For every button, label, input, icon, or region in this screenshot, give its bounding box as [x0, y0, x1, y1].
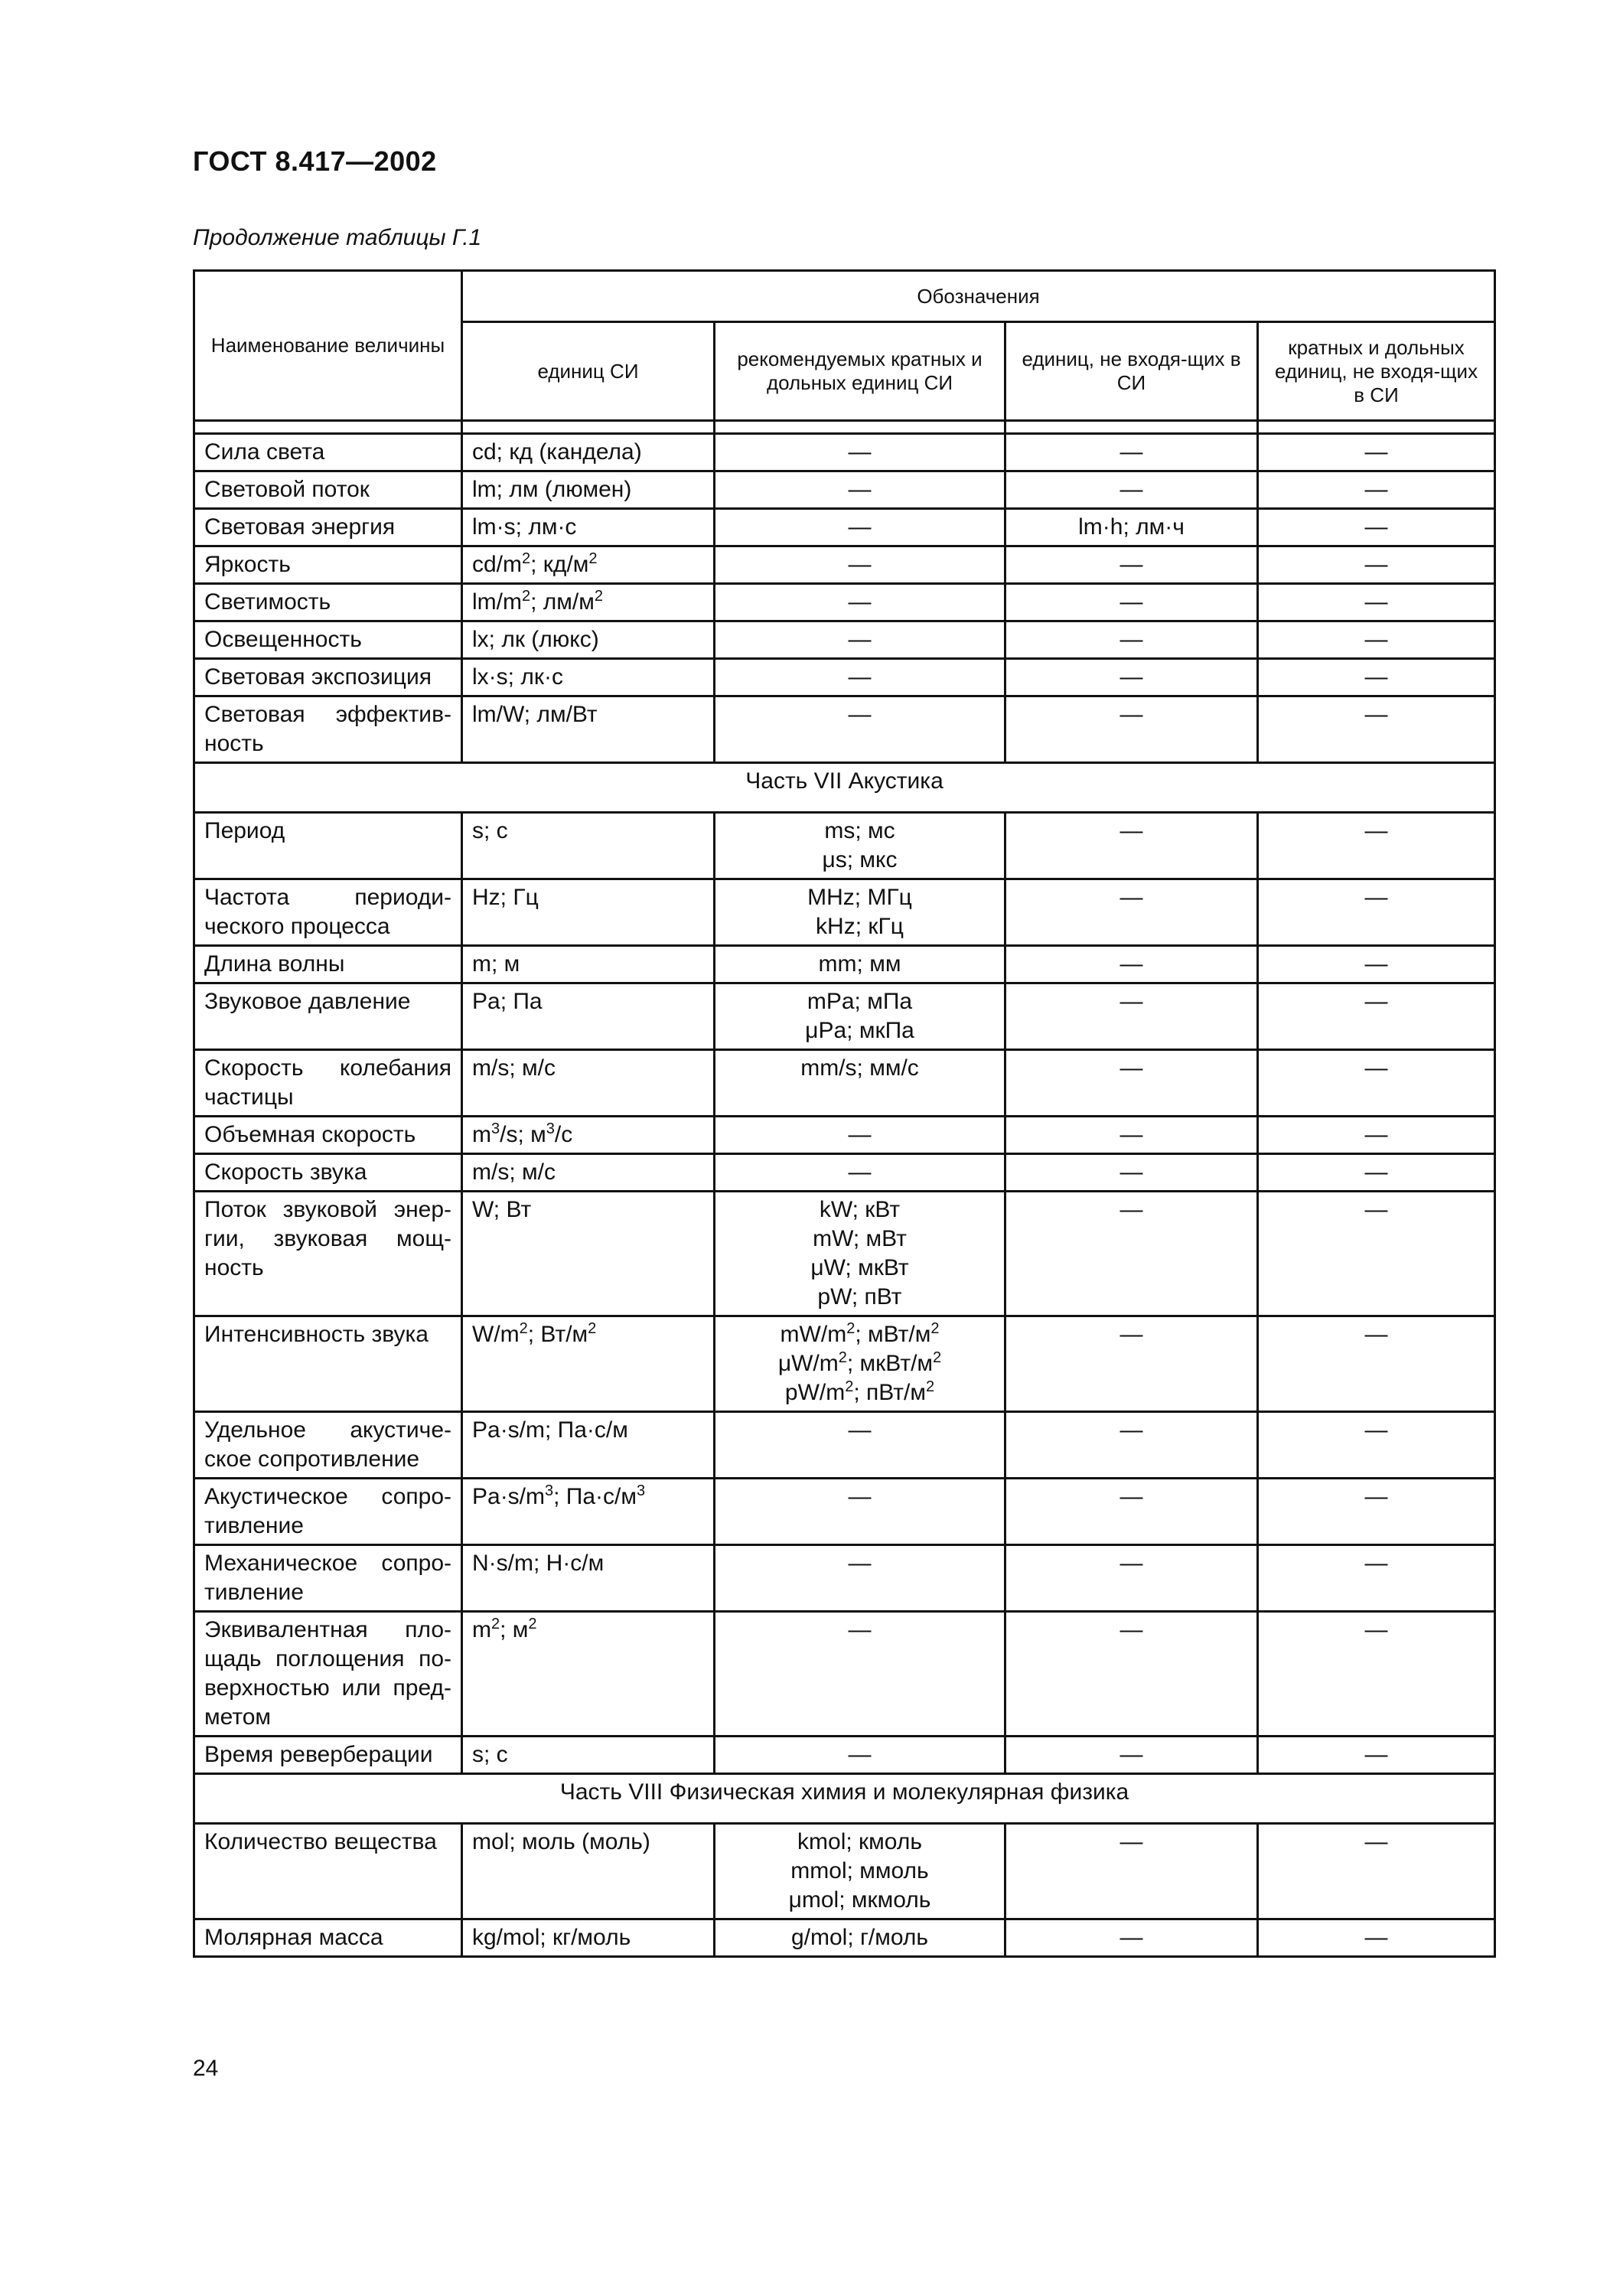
- si-multiples-cell: —: [715, 1545, 1005, 1612]
- si-multiples-cell: kW; кВт mW; мВт μW; мкВт pW; пВт: [715, 1192, 1005, 1316]
- si-unit-cell: mol; моль (моль): [462, 1824, 715, 1919]
- non-si-unit-cell: —: [1005, 813, 1258, 879]
- non-si-unit-cell: —: [1005, 546, 1258, 584]
- non-si-multiples-cell: —: [1258, 696, 1495, 763]
- non-si-multiples-cell: —: [1258, 621, 1495, 659]
- si-unit-cell: W; Вт: [462, 1192, 715, 1316]
- si-multiples-cell: —: [715, 659, 1005, 696]
- header-divider: [194, 421, 462, 434]
- si-unit-cell: m; м: [462, 946, 715, 983]
- non-si-unit-cell: —: [1005, 1612, 1258, 1737]
- non-si-multiples-cell: —: [1258, 584, 1495, 621]
- document-title: ГОСТ 8.417—2002: [193, 145, 437, 177]
- si-multiples-cell: —: [715, 434, 1005, 471]
- table-row: [194, 1412, 1495, 1479]
- non-si-multiples-cell: —: [1258, 1050, 1495, 1117]
- table-row: [194, 1316, 1495, 1412]
- si-unit-cell: $m^2$; $м^2$: [462, 1612, 715, 1737]
- non-si-multiples-cell: —: [1258, 813, 1495, 879]
- si-unit-cell: s; с: [462, 813, 715, 879]
- non-si-multiples-cell: —: [1258, 1612, 1495, 1737]
- si-multiples-cell: —: [715, 1612, 1005, 1737]
- quantity-name-cell: Период: [194, 813, 462, 879]
- non-si-unit-cell: —: [1005, 1412, 1258, 1479]
- non-si-multiples-cell: —: [1258, 1192, 1495, 1316]
- units-table: [193, 269, 1496, 1958]
- quantity-name-cell: Акустическое сопро-тивление: [194, 1479, 462, 1545]
- non-si-multiples-cell: —: [1258, 1545, 1495, 1612]
- non-si-unit-cell: —: [1005, 1050, 1258, 1117]
- non-si-unit-cell: —: [1005, 1154, 1258, 1192]
- table-row: [194, 983, 1495, 1050]
- non-si-unit-cell: —: [1005, 659, 1258, 696]
- table-row: [194, 584, 1495, 621]
- non-si-multiples-cell: —: [1258, 1824, 1495, 1919]
- section-row: [194, 763, 1495, 813]
- table-row: [194, 813, 1495, 879]
- si-multiples-cell: —: [715, 546, 1005, 584]
- non-si-unit-cell: —: [1005, 1919, 1258, 1957]
- header-si-multiples: рекомендуемых кратных и дольных единиц СИ: [715, 322, 1005, 421]
- table-caption: Продолжение таблицы Г.1: [193, 225, 482, 250]
- non-si-multiples-cell: —: [1258, 546, 1495, 584]
- header-non-si-units: единиц, не входя-щих в СИ: [1005, 322, 1258, 421]
- quantity-name-cell: Световая эффектив-ность: [194, 696, 462, 763]
- non-si-multiples-cell: —: [1258, 946, 1495, 983]
- table-row: [194, 1824, 1495, 1919]
- si-unit-cell: $lm/m^2$; $лм/м^2$: [462, 584, 715, 621]
- non-si-multiples-cell: —: [1258, 1117, 1495, 1154]
- si-multiples-cell: —: [715, 471, 1005, 509]
- table-row: [194, 471, 1495, 509]
- quantity-name-cell: Длина волны: [194, 946, 462, 983]
- table-body: [194, 434, 1495, 1957]
- header-quantity-name: Наименование величины: [194, 271, 462, 421]
- non-si-multiples-cell: —: [1258, 879, 1495, 946]
- quantity-name-cell: Сила света: [194, 434, 462, 471]
- si-unit-cell: $Pa\cdot s/m^3$; $Па\cdot с/м^3$: [462, 1479, 715, 1545]
- si-multiples-cell: ms; мс μs; мкс: [715, 813, 1005, 879]
- non-si-multiples-cell: —: [1258, 471, 1495, 509]
- si-multiples-cell: —: [715, 1412, 1005, 1479]
- non-si-multiples-cell: —: [1258, 509, 1495, 546]
- section-label: Часть VII Акустика: [194, 763, 1495, 813]
- si-multiples-cell: —: [715, 1479, 1005, 1545]
- non-si-multiples-cell: —: [1258, 1919, 1495, 1957]
- non-si-unit-cell: —: [1005, 696, 1258, 763]
- si-unit-cell: $cd/m^2$; $кд/м^2$: [462, 546, 715, 584]
- si-unit-cell: Hz; Гц: [462, 879, 715, 946]
- quantity-name-cell: Молярная масса: [194, 1919, 462, 1957]
- non-si-unit-cell: —: [1005, 1117, 1258, 1154]
- quantity-name-cell: Количество вещества: [194, 1824, 462, 1919]
- header-non-si-multiples: кратных и дольных единиц, не входя-щих в СИ: [1258, 322, 1495, 421]
- table-row: [194, 509, 1495, 546]
- non-si-unit-cell: —: [1005, 1824, 1258, 1919]
- non-si-unit-cell: —: [1005, 983, 1258, 1050]
- non-si-multiples-cell: —: [1258, 1479, 1495, 1545]
- table-row: [194, 1117, 1495, 1154]
- non-si-unit-cell: —: [1005, 621, 1258, 659]
- quantity-name-cell: Интенсивность звука: [194, 1316, 462, 1412]
- si-multiples-cell: mPa; мПа μPa; мкПа: [715, 983, 1005, 1050]
- non-si-unit-cell: —: [1005, 946, 1258, 983]
- page-number: 24: [193, 2056, 219, 2081]
- non-si-unit-cell: —: [1005, 1545, 1258, 1612]
- table-row: [194, 1192, 1495, 1316]
- quantity-name-cell: Звуковое давление: [194, 983, 462, 1050]
- si-unit-cell: lm/W; лм/Вт: [462, 696, 715, 763]
- table-row: [194, 1919, 1495, 1957]
- si-multiples-cell: mm/s; мм/с: [715, 1050, 1005, 1117]
- quantity-name-cell: Освещенность: [194, 621, 462, 659]
- header-designations: Обозначения: [462, 271, 1495, 322]
- header-si-units: единиц СИ: [462, 322, 715, 421]
- quantity-name-cell: Время реверберации: [194, 1737, 462, 1774]
- si-unit-cell: s; с: [462, 1737, 715, 1774]
- quantity-name-cell: Механическое сопро-тивление: [194, 1545, 462, 1612]
- table-row: [194, 879, 1495, 946]
- table-row: [194, 1154, 1495, 1192]
- si-unit-cell: Pa·s/m; Па·с/м: [462, 1412, 715, 1479]
- si-unit-cell: N·s/m; Н·с/м: [462, 1545, 715, 1612]
- header-divider: [462, 421, 715, 434]
- non-si-unit-cell: —: [1005, 1192, 1258, 1316]
- si-unit-cell: $m^3/s$; $м^3/с$: [462, 1117, 715, 1154]
- table-row: [194, 659, 1495, 696]
- si-unit-cell: m/s; м/с: [462, 1154, 715, 1192]
- si-multiples-cell: —: [715, 584, 1005, 621]
- table-row: [194, 1545, 1495, 1612]
- non-si-multiples-cell: —: [1258, 1154, 1495, 1192]
- table-row: [194, 1050, 1495, 1117]
- si-unit-cell: lm·s; лм·с: [462, 509, 715, 546]
- si-unit-cell: lx·s; лк·с: [462, 659, 715, 696]
- non-si-multiples-cell: —: [1258, 1316, 1495, 1412]
- si-multiples-cell: —: [715, 1737, 1005, 1774]
- non-si-unit-cell: —: [1005, 434, 1258, 471]
- non-si-unit-cell: —: [1005, 1316, 1258, 1412]
- si-unit-cell: lm; лм (люмен): [462, 471, 715, 509]
- table-row: [194, 1479, 1495, 1545]
- table-row: [194, 696, 1495, 763]
- si-multiples-cell: —: [715, 1154, 1005, 1192]
- non-si-unit-cell: —: [1005, 1737, 1258, 1774]
- header-divider: [1258, 421, 1495, 434]
- non-si-unit-cell: lm·h; лм·ч: [1005, 509, 1258, 546]
- quantity-name-cell: Частота периоди-ческого процесса: [194, 879, 462, 946]
- si-multiples-cell: g/mol; г/моль: [715, 1919, 1005, 1957]
- non-si-unit-cell: —: [1005, 584, 1258, 621]
- section-row: [194, 1774, 1495, 1824]
- quantity-name-cell: Эквивалентная пло-щадь поглощения по-верхностью или пред-метом: [194, 1612, 462, 1737]
- quantity-name-cell: Световая энергия: [194, 509, 462, 546]
- quantity-name-cell: Световая экспозиция: [194, 659, 462, 696]
- si-unit-cell: cd; кд (кандела): [462, 434, 715, 471]
- non-si-unit-cell: —: [1005, 471, 1258, 509]
- non-si-unit-cell: —: [1005, 879, 1258, 946]
- si-unit-cell: kg/mol; кг/моль: [462, 1919, 715, 1957]
- si-multiples-cell: kmol; кмоль mmol; ммоль μmol; мкмоль: [715, 1824, 1005, 1919]
- si-multiples-cell: —: [715, 621, 1005, 659]
- si-unit-cell: Pa; Па: [462, 983, 715, 1050]
- table-row: [194, 946, 1495, 983]
- si-multiples-cell: $mW/m^2$; мВт/$м^2$ $\mu W/m^2$; мкВт/$м^2$ $pW/m^2$; пВт/$м^2$: [715, 1316, 1005, 1412]
- header-divider: [1005, 421, 1258, 434]
- table-row: [194, 434, 1495, 471]
- section-label: Часть VIII Физическая химия и молекулярная физика: [194, 1774, 1495, 1824]
- non-si-multiples-cell: —: [1258, 434, 1495, 471]
- non-si-multiples-cell: —: [1258, 659, 1495, 696]
- non-si-multiples-cell: —: [1258, 1412, 1495, 1479]
- quantity-name-cell: Поток звуковой энер-гии, звуковая мощ-ность: [194, 1192, 462, 1316]
- si-multiples-cell: —: [715, 1117, 1005, 1154]
- quantity-name-cell: Светимость: [194, 584, 462, 621]
- table-row: [194, 1737, 1495, 1774]
- si-unit-cell: lx; лк (люкс): [462, 621, 715, 659]
- header-divider: [715, 421, 1005, 434]
- non-si-multiples-cell: —: [1258, 983, 1495, 1050]
- quantity-name-cell: Скорость звука: [194, 1154, 462, 1192]
- si-unit-cell: m/s; м/с: [462, 1050, 715, 1117]
- table-row: [194, 1612, 1495, 1737]
- non-si-unit-cell: —: [1005, 1479, 1258, 1545]
- si-multiples-cell: mm; мм: [715, 946, 1005, 983]
- si-multiples-cell: MHz; МГц kHz; кГц: [715, 879, 1005, 946]
- quantity-name-cell: Объемная скорость: [194, 1117, 462, 1154]
- quantity-name-cell: Скорость колебания частицы: [194, 1050, 462, 1117]
- si-multiples-cell: —: [715, 696, 1005, 763]
- si-multiples-cell: —: [715, 509, 1005, 546]
- quantity-name-cell: Удельное акустиче-ское сопротивление: [194, 1412, 462, 1479]
- non-si-multiples-cell: —: [1258, 1737, 1495, 1774]
- table-row: [194, 546, 1495, 584]
- quantity-name-cell: Световой поток: [194, 471, 462, 509]
- table-row: [194, 621, 1495, 659]
- si-unit-cell: $W/m^2$; $Вт/м^2$: [462, 1316, 715, 1412]
- quantity-name-cell: Яркость: [194, 546, 462, 584]
